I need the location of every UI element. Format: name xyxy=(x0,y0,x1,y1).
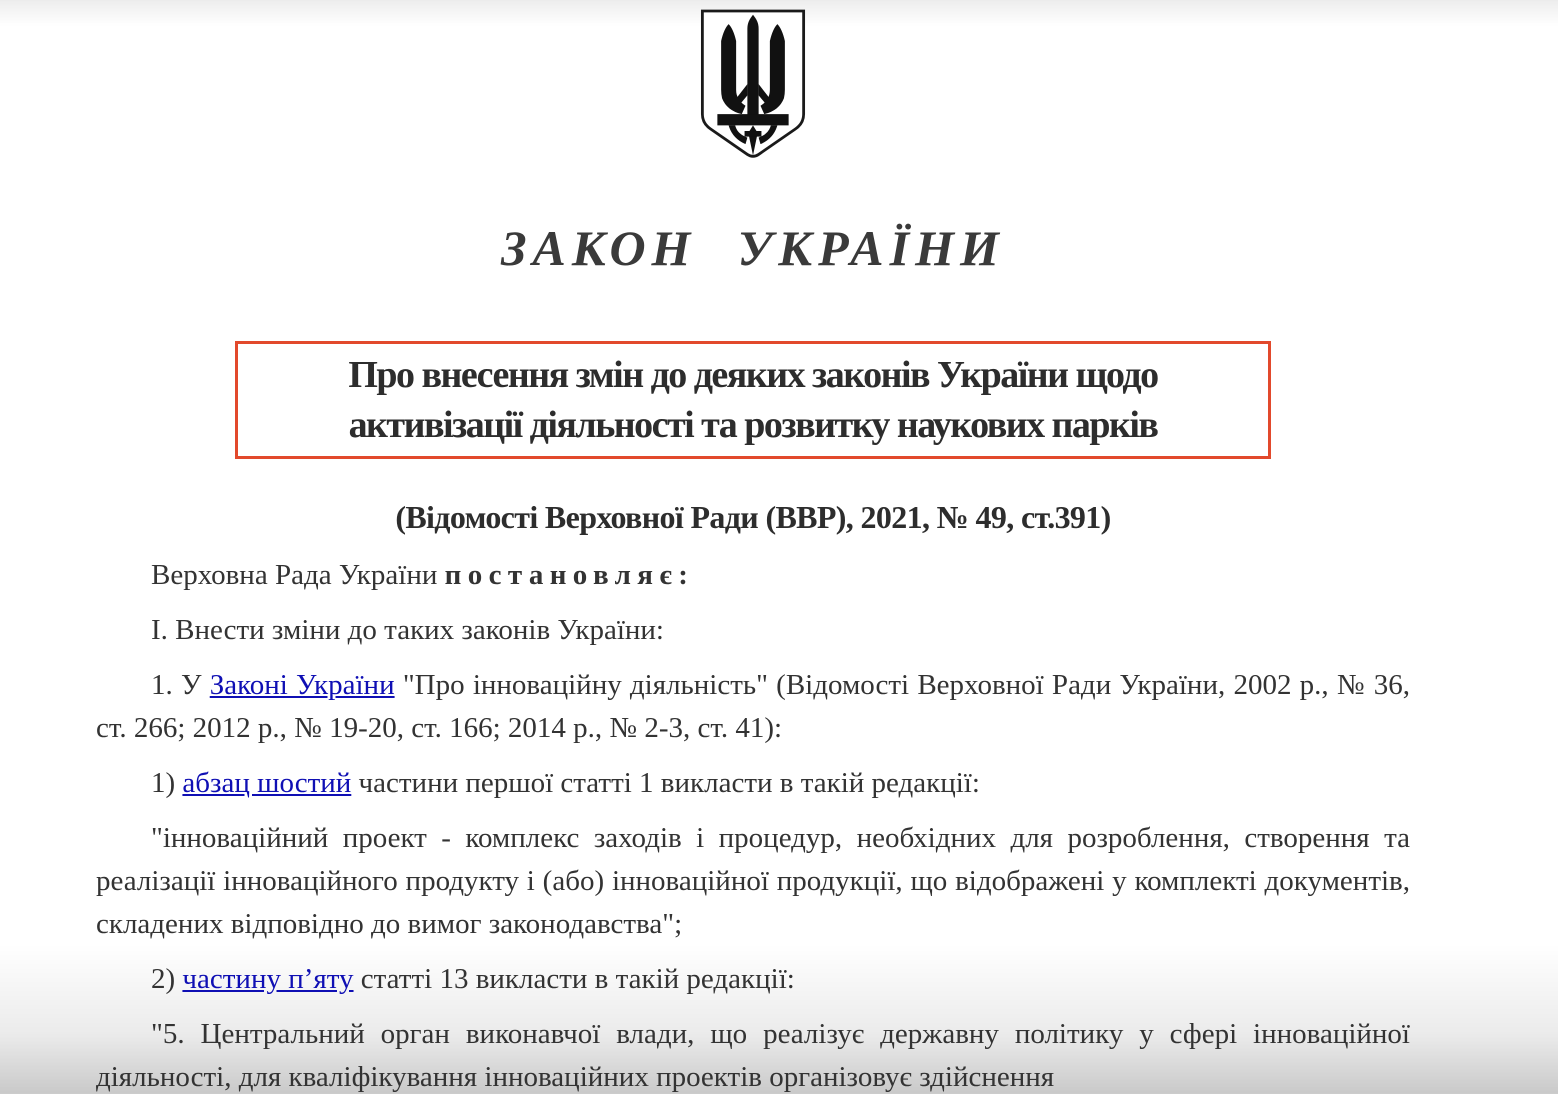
paragraph-text: "5. Центральний орган виконавчої влади, що реалізує державну політику у сфері інноваційної діяльності, для кваліфікування інноваційних проектів організовує здійснення xyxy=(96,1018,1410,1093)
paragraph-text: частини першої статті 1 викласти в такій редакції: xyxy=(351,767,980,799)
act-title-box xyxy=(235,341,1271,459)
law-link[interactable]: частину п’яту xyxy=(182,963,354,995)
act-title-line: активізації діяльності та розвитку наукових парків xyxy=(348,404,1158,446)
gazette-reference: (Відомості Верховної Ради (ВВР), 2021, № 49, ст.391) xyxy=(395,499,1111,535)
paragraph xyxy=(96,1013,1410,1094)
law-link[interactable]: абзац шостий xyxy=(182,767,352,799)
ukraine-trident-emblem-icon xyxy=(693,5,813,167)
paragraph-text: Верховна Рада України xyxy=(151,559,445,591)
document-body xyxy=(96,554,1410,1094)
law-link[interactable]: Законі України xyxy=(209,669,395,701)
paragraph-text: 1) xyxy=(151,767,183,799)
paragraph-text: І. Внести зміни до таких законів України: xyxy=(151,614,664,646)
paragraph-text: статті 13 викласти в такій редакції: xyxy=(353,963,795,995)
act-title-line: Про внесення змін до деяких законів України щодо xyxy=(348,354,1158,396)
paragraph xyxy=(96,609,1410,652)
paragraph xyxy=(96,958,1410,1001)
paragraph xyxy=(96,554,1410,597)
paragraph xyxy=(96,664,1410,750)
paragraph-text: 1. У xyxy=(151,669,210,701)
paragraph-text: "інноваційний проект - комплекс заходів і процедур, необхідних для розроблення, створення та реалізації інноваційного продукту і (або) інноваційної продукції, що відображені у комплекті документів, складених відповідно до вимог законодавства"; xyxy=(96,822,1410,940)
decree-word: постановляє: xyxy=(444,559,695,591)
paragraph xyxy=(96,762,1410,805)
paragraph-text: 2) xyxy=(151,963,183,995)
paragraph xyxy=(96,817,1410,946)
law-document xyxy=(96,5,1410,1094)
paragraph-text: "Про інноваційну діяльність" (Відомості Верховної Ради України, 2002 р., № 36, ст. 266; 2012 р., № 19-20, ст. 166; 2014 р., № 2-3, ст. 41): xyxy=(96,669,1410,744)
page-title: ЗАКОН УКРАЇНИ xyxy=(501,220,1005,276)
